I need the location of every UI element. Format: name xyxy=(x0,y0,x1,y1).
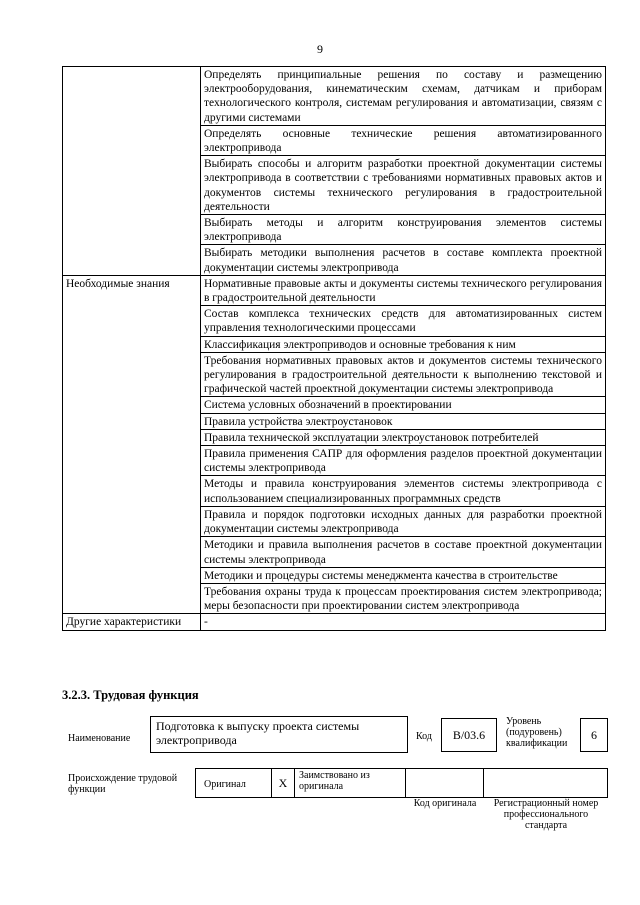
level-value: 6 xyxy=(580,718,608,752)
code-value: B/03.6 xyxy=(441,718,497,752)
skill-item: Выбирать методики выполнения расчетов в составе комплекта проектной документации системы электропривода xyxy=(201,245,606,275)
knowledge-item: Правила применения САПР для оформления разделов проектной документации системы электропривода xyxy=(201,446,606,476)
table-row xyxy=(63,275,606,305)
skill-item: Определять основные технические решения автоматизированного электропривода xyxy=(201,125,606,155)
knowledge-item: Требования нормативных правовых актов и документов системы технического регулирования в градостроительной деятельности к выполнению текстовой и графической частей проектной документации системы электропривода xyxy=(201,352,606,397)
code-caption: Код оригинала xyxy=(413,798,477,809)
code-label: Код xyxy=(416,731,432,742)
skill-item: Выбирать методы и алгоритм конструирования элементов системы электропривода xyxy=(201,215,606,245)
knowledge-item: Правила технической эксплуатации электроустановок потребителей xyxy=(201,429,606,445)
borrowed-label: Заимствовано из оригинала xyxy=(294,768,406,798)
knowledge-item: Методики и процедуры системы менеджмента качества в строительстве xyxy=(201,567,606,583)
skill-item: Определять принципиальные решения по составу и размещению электрооборудования, кинематическим схемам, датчикам и приборам технологического контроля, системам регулирования и автоматизации, связям с другими системами xyxy=(201,67,606,126)
registration-number-cell xyxy=(483,768,608,798)
knowledge-item: Состав комплекса технических средств для автоматизированных систем управления технологическими процессами xyxy=(201,306,606,336)
knowledge-item: Методы и правила конструирования элементов системы электропривода с использованием специализированных программных средств xyxy=(201,476,606,506)
skill-item: Выбирать способы и алгоритм разработки проектной документации системы электропривода в соответствии с требованиями нормативных правовых актов и документов системы технического регулирования в градостроительной деятельности xyxy=(201,156,606,215)
registration-caption: Регистрационный номер профессионального стандарта xyxy=(493,798,599,831)
knowledge-item: Правила устройства электроустановок xyxy=(201,413,606,429)
knowledge-item: Требования охраны труда к процессам проектирования систем электропривода; меры безопасности при проектировании систем электропривода xyxy=(201,583,606,613)
level-label: Уровень (подуровень) квалификации xyxy=(506,716,568,749)
other-label: Другие характеристики xyxy=(63,614,201,630)
original-mark: X xyxy=(271,768,295,798)
knowledge-label: Необходимые знания xyxy=(63,275,201,613)
page-number: 9 xyxy=(317,42,323,56)
empty-label-cell xyxy=(63,67,201,276)
knowledge-item: Методики и правила выполнения расчетов в составе проектной документации системы электропривода xyxy=(201,537,606,567)
section-title: 3.2.3. Трудовая функция xyxy=(62,688,199,702)
other-value: - xyxy=(201,614,606,630)
knowledge-item: Правила и порядок подготовки исходных данных для разработки проектной документации системы электропривода xyxy=(201,506,606,536)
origin-label: Происхождение трудовой функции xyxy=(68,773,178,795)
requirements-table xyxy=(62,66,606,631)
knowledge-item: Нормативные правовые акты и документы системы технического регулирования в градостроительной деятельности xyxy=(201,275,606,305)
knowledge-item: Система условных обозначений в проектировании xyxy=(201,397,606,413)
name-value-box xyxy=(150,716,408,753)
knowledge-item: Классификация электроприводов и основные требования к ним xyxy=(201,336,606,352)
name-label: Наименование xyxy=(68,733,131,744)
table-row xyxy=(63,614,606,630)
original-code-cell xyxy=(405,768,484,798)
original-label: Оригинал xyxy=(195,768,272,798)
table-row xyxy=(63,67,606,126)
name-value: Подготовка к выпуску проекта системы электропривода xyxy=(156,719,360,747)
